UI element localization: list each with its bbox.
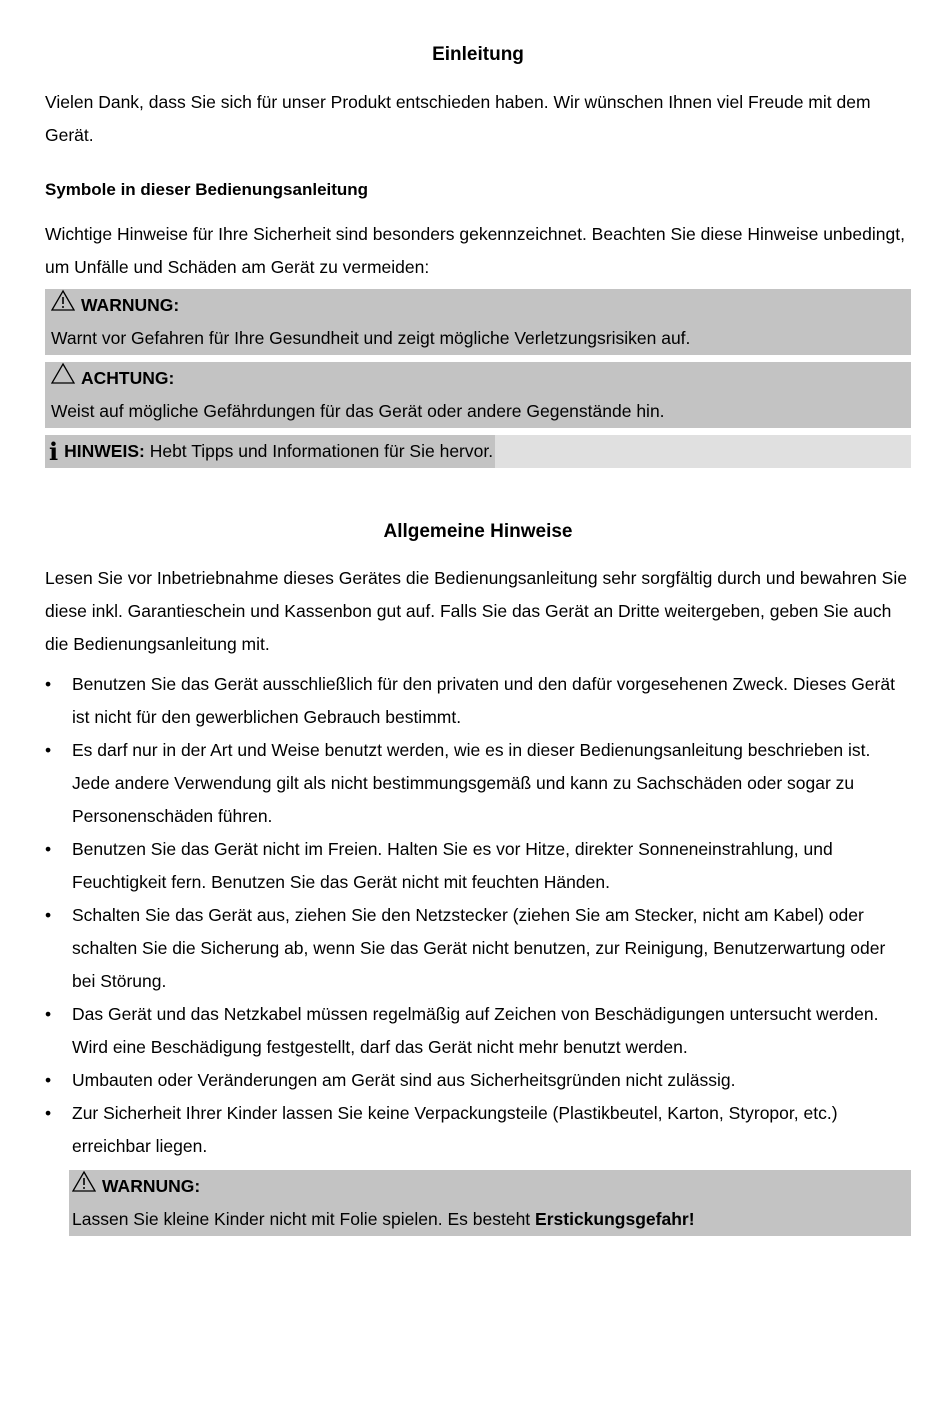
symbols-paragraph: Wichtige Hinweise für Ihre Sicherheit sind besonders gekennzeichnet. Beachten Sie diese Hinweise unbedingt, um Unfälle und Schäden am Gerät zu vermeiden: [45,224,905,277]
list-item: • Zur Sicherheit Ihrer Kinder lassen Sie keine Verpackungsteile (Plastikbeutel, Karton, Styropor, etc.) erreichbar liegen. [45,1097,911,1163]
section-title-einleitung: Einleitung [432,44,524,65]
warning-box [45,289,911,355]
child-warning-text: Lassen Sie kleine Kinder nicht mit Folie spielen. Es besteht [72,1209,531,1229]
child-warning-box [69,1170,911,1236]
list-item: • Das Gerät und das Netzkabel müssen regelmäßig auf Zeichen von Beschädigungen untersucht werden. Wird eine Beschädigung festgestellt, darf das Gerät nicht mehr benutzt werden. [45,998,911,1064]
caution-label: ACHTUNG: [81,368,175,388]
list-item: • Es darf nur in der Art und Weise benutzt werden, wie es in dieser Bedienungsanleitung beschrieben ist. Jede andere Verwendung gilt als nicht bestimmungsgemäß und kann zu Sachschäden oder sogar zu Personenschäden führen. [45,734,911,833]
warning-triangle-icon [72,1170,96,1203]
child-warning-emphasis: Erstickungsgefahr! [535,1209,695,1229]
info-icon: i [49,436,59,466]
general-paragraph: Lesen Sie vor Inbetriebnahme dieses Gerätes die Bedienungsanleitung sehr sorgfältig durch und bewahren Sie diese inkl. Garantieschein und Kassenbon gut auf. Falls Sie das Gerät an Dritte weitergeben, geben Sie auch die Bedienungsanleitung mit. [45,568,907,654]
hinweis-box [45,435,911,468]
intro-paragraph: Vielen Dank, dass Sie sich für unser Produkt entschieden haben. Wir wünschen Ihnen viel Freude mit dem Gerät. [45,92,871,145]
general-bullet-list [45,668,911,1163]
hinweis-text: Hebt Tipps und Informationen für Sie hervor. [149,441,494,461]
caution-box [45,362,911,428]
caution-triangle-icon [51,362,75,395]
section-title-allgemeine-hinweise: Allgemeine Hinweise [383,521,573,542]
list-item: • Schalten Sie das Gerät aus, ziehen Sie den Netzstecker (ziehen Sie am Stecker, nicht am Kabel) oder schalten Sie die Sicherung ab, wenn Sie das Gerät nicht benutzen, zur Reinigung, Benutzerwartung oder bei Störung. [45,899,911,998]
list-item: • Benutzen Sie das Gerät ausschließlich für den privaten und den dafür vorgesehenen Zweck. Dieses Gerät ist nicht für den gewerblichen Gebrauch bestimmt. [45,668,911,734]
list-item: • Umbauten oder Veränderungen am Gerät sind aus Sicherheitsgründen nicht zulässig. [45,1064,911,1097]
caution-text: Weist auf mögliche Gefährdungen für das Gerät oder andere Gegenstände hin. [51,401,665,421]
warning-text: Warnt vor Gefahren für Ihre Gesundheit und zeigt mögliche Verletzungsrisiken auf. [51,328,691,348]
symbols-heading: Symbole in dieser Bedienungsanleitung [45,180,369,199]
warning-label: WARNUNG: [81,295,180,315]
warning-triangle-icon [51,289,75,322]
hinweis-label: HINWEIS: [64,441,145,461]
list-item: • Benutzen Sie das Gerät nicht im Freien. Halten Sie es vor Hitze, direkter Sonneneinstrahlung, und Feuchtigkeit fern. Benutzen Sie das Gerät nicht mit feuchten Händen. [45,833,911,899]
child-warning-label: WARNUNG: [102,1176,201,1196]
